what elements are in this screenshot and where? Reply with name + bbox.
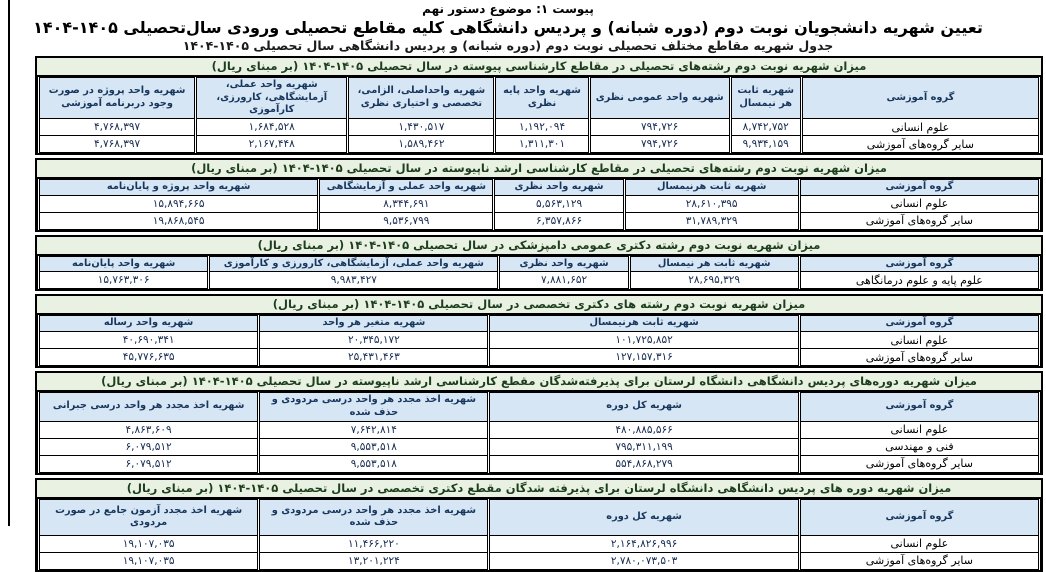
column-header-row	[39, 180, 1040, 196]
table-row	[39, 195, 1040, 212]
column-header: شهریه واحد عملی، آزمایشگاهی، کارورزی، کارآموزی	[196, 77, 348, 118]
tuition-value-cell: ۱۱,۴۶۶,۲۲۰	[259, 535, 489, 552]
column-header: شهریه کل دوره	[489, 499, 799, 535]
tuition-value-cell: ۶,۰۷۹,۵۱۲	[39, 455, 259, 472]
tuition-value-cell: ۱۵,۷۶۳,۳۰۶	[39, 272, 209, 289]
tuition-table-1	[35, 56, 1043, 155]
tuition-grid	[37, 392, 1041, 472]
tuition-value-cell: ۱۹,۸۶۸,۵۴۵	[39, 212, 319, 229]
tuition-value-cell: ۹,۵۵۳,۵۱۸	[259, 455, 489, 472]
tuition-value-cell: ۱,۴۳۰,۵۱۷	[348, 119, 495, 136]
column-header: شهریه واحد پایه نظری	[495, 77, 589, 118]
column-header: شهریه متغیر هر واحد	[259, 316, 489, 332]
table-row	[39, 535, 1040, 552]
column-header: شهریه واحد نظری	[494, 180, 624, 196]
tuition-value-cell: ۱,۶۸۴,۵۲۸	[196, 119, 348, 136]
tuition-value-cell: ۷۹۵,۳۱۱,۱۹۹	[489, 438, 799, 455]
column-header: گروه آموزشی	[799, 393, 1039, 421]
tuition-value-cell: ۴,۷۶۸,۳۹۷	[39, 136, 196, 153]
tuition-value-cell: ۱۹,۱۰۷,۰۳۵	[39, 535, 259, 552]
tuition-table-3	[35, 235, 1043, 292]
table-band-title: میزان شهریه نوبت دوم رشته‌های تحصیلی در مقاطع کارشناسی پیوسته در سال تحصیلی ۱۴۰۵-۱۴۰۴ (بر مبنای ریال)	[37, 58, 1041, 77]
tuition-value-cell: ۹,۹۳۴,۱۵۹	[730, 136, 801, 153]
column-header-row	[39, 256, 1040, 272]
tuition-value-cell: ۲۵,۴۳۱,۴۶۳	[259, 349, 489, 366]
column-header-row	[39, 499, 1040, 535]
column-header: شهریه واحد عملی و آزمایشگاهی	[319, 180, 494, 196]
tuition-value-cell: ۹,۵۳۶,۷۹۹	[319, 212, 494, 229]
tuition-value-cell: ۳۱,۷۸۹,۳۲۹	[624, 212, 799, 229]
group-name-cell: علوم انسانی	[799, 332, 1039, 349]
document-header	[0, 0, 1046, 56]
tuition-value-cell: ۵,۵۶۳,۱۲۹	[494, 195, 624, 212]
column-header: شهریه ثابت هر نیمسال	[730, 77, 801, 118]
group-name-cell: علوم انسانی	[799, 535, 1039, 552]
column-header: گروه آموزشی	[799, 180, 1039, 196]
tuition-value-cell: ۱۳,۲۰۱,۲۲۴	[259, 552, 489, 569]
tuition-value-cell: ۶,۳۵۷,۸۶۶	[494, 212, 624, 229]
doc-attachment-line: پیوست ۱: موضوع دستور نهم	[422, 2, 594, 16]
group-name-cell: سایر گروه‌های آموزشی	[799, 212, 1039, 229]
tuition-table-2	[35, 158, 1043, 232]
tuition-value-cell: ۵۵۴,۸۶۸,۲۷۹	[489, 455, 799, 472]
tuition-grid	[37, 179, 1041, 230]
column-header: شهریه ثابت هرنیمسال	[489, 316, 799, 332]
tuition-value-cell: ۲۸,۶۱۰,۳۹۵	[624, 195, 799, 212]
column-header: گروه آموزشی	[799, 256, 1039, 272]
tuition-value-cell: ۹,۵۵۳,۵۱۸	[259, 438, 489, 455]
column-header-row	[39, 316, 1040, 332]
group-name-cell: علوم انسانی	[799, 421, 1039, 438]
tuition-value-cell: ۸,۳۴۴,۶۹۱	[319, 195, 494, 212]
tuition-grid	[37, 256, 1041, 290]
table-row	[39, 332, 1040, 349]
column-header: شهریه واحد عملی، آزمایشگاهی، کارورزی و کارآموزی	[209, 256, 499, 272]
column-header: شهریه کل دوره	[489, 393, 799, 421]
tuition-value-cell: ۴,۷۶۸,۳۹۷	[39, 119, 196, 136]
tuition-value-cell: ۲۰,۳۴۵,۱۷۲	[259, 332, 489, 349]
tuition-value-cell: ۴,۸۶۳,۶۰۹	[39, 421, 259, 438]
tuition-value-cell: ۱,۵۸۹,۴۶۲	[348, 136, 495, 153]
column-header: شهریه واحد پایان‌نامه	[39, 256, 209, 272]
column-header: شهریه اخذ مجدد هر واحد درسی مردودی و حذف شده	[259, 499, 489, 535]
table-row	[39, 119, 1040, 136]
group-name-cell: سایر گروه‌های آموزشی	[799, 455, 1039, 472]
group-name-cell: علوم انسانی	[799, 195, 1039, 212]
group-name-cell: علوم پایه و علوم درمانگاهی	[799, 272, 1039, 289]
tuition-value-cell: ۱,۱۹۲,۰۹۴	[495, 119, 589, 136]
table-row	[39, 455, 1040, 472]
column-header: شهریه واحد نظری	[499, 256, 629, 272]
column-header: شهریه واحد پروژه و پایان‌نامه	[39, 180, 319, 196]
column-header: گروه آموزشی	[801, 77, 1039, 118]
tuition-value-cell: ۱۵,۸۹۴,۶۶۵	[39, 195, 319, 212]
column-header: گروه آموزشی	[799, 316, 1039, 332]
group-name-cell: فنی و مهندسی	[799, 438, 1039, 455]
column-header: شهریه واحد پروژه در صورت وجود دربرنامه آموزشی	[39, 77, 196, 118]
tuition-value-cell: ۲,۱۶۷,۴۴۸	[196, 136, 348, 153]
tuition-tables-container	[35, 56, 1043, 572]
tuition-value-cell: ۱۲۷,۱۵۷,۳۱۶	[489, 349, 799, 366]
column-header: شهریه ثابت هرنیمسال	[624, 180, 799, 196]
column-header: شهریه اخذ مجدد هر واحد درسی جبرانی	[39, 393, 259, 421]
column-header: شهریه اخذ مجدد آزمون جامع در صورت مردودی	[39, 499, 259, 535]
column-header: گروه آموزشی	[799, 499, 1039, 535]
group-name-cell: سایر گروه‌های آموزشی	[799, 552, 1039, 569]
doc-subtitle: جدول شهریه مقاطع مختلف تحصیلی نوبت دوم (دوره شبانه) و پردیس دانشگاهی سال تحصیلی ۱۴۰۵-۱۴۰۴	[182, 38, 834, 53]
table-band-title: میزان شهریه نوبت دوم رشته های دکتری تخصصی در سال تحصیلی ۱۴۰۵-۱۴۰۴ (بر مبنای ریال)	[37, 296, 1041, 315]
tuition-grid	[37, 499, 1041, 570]
tuition-grid	[37, 315, 1041, 366]
table-band-title: میزان شهریه دوره‌های پردیس دانشگاهی دانشگاه لرستان برای پذیرفته‌شدگان مقطع کارشناسی ارشد ناپیوسته در سال تحصیلی ۱۴۰۵-۱۴۰۴ (بر مبنای ریال)	[37, 373, 1041, 392]
tuition-value-cell: ۱,۳۱۱,۳۰۱	[495, 136, 589, 153]
column-header: شهریه واحد رساله	[39, 316, 259, 332]
tuition-value-cell: ۶,۰۷۹,۵۱۲	[39, 438, 259, 455]
tuition-value-cell: ۷,۶۴۲,۸۱۴	[259, 421, 489, 438]
tuition-value-cell: ۷,۸۸۱,۶۵۲	[499, 272, 629, 289]
tuition-value-cell: ۴۸۰,۸۸۵,۵۶۶	[489, 421, 799, 438]
tuition-value-cell: ۲,۷۸۰,۰۷۳,۵۰۳	[489, 552, 799, 569]
table-row	[39, 552, 1040, 569]
tuition-table-5	[35, 371, 1043, 474]
tuition-value-cell: ۱۹,۱۰۷,۰۳۵	[39, 552, 259, 569]
tuition-table-4	[35, 294, 1043, 368]
tuition-value-cell: ۴۰,۶۹۰,۳۴۱	[39, 332, 259, 349]
column-header: شهریه واحداصلی، الزامی، تخصصی و اختیاری نظری	[348, 77, 495, 118]
column-header: شهریه واحد عمومی نظری	[589, 77, 730, 118]
tuition-value-cell: ۲۸,۶۹۵,۳۲۹	[629, 272, 799, 289]
tuition-value-cell: ۹,۹۸۳,۴۲۷	[209, 272, 499, 289]
table-row	[39, 421, 1040, 438]
table-row	[39, 136, 1040, 153]
tuition-value-cell: ۱۰۱,۷۲۵,۸۵۲	[489, 332, 799, 349]
column-header: شهریه اخذ مجدد هر واحد درسی مردودی و حذف شده	[259, 393, 489, 421]
tuition-grid	[37, 77, 1041, 153]
group-name-cell: سایر گروه‌های آموزشی	[799, 349, 1039, 366]
table-band-title: میزان شهریه دوره های پردیس دانشگاهی دانشگاه لرستان برای پذیرفته شدگان مقطع دکتری تخصصی در سال تحصیلی ۱۴۰۵-۱۴۰۴ (بر مبنای ریال)	[37, 480, 1041, 499]
group-name-cell: علوم انسانی	[801, 119, 1039, 136]
table-row	[39, 438, 1040, 455]
column-header: شهریه ثابت هر نیمسال	[629, 256, 799, 272]
column-header-row	[39, 393, 1040, 421]
tuition-value-cell: ۲,۱۶۴,۸۲۶,۹۹۶	[489, 535, 799, 552]
tuition-table-6	[35, 478, 1043, 572]
table-row	[39, 272, 1040, 289]
column-header-row	[39, 77, 1040, 118]
table-row	[39, 349, 1040, 366]
tuition-value-cell: ۷۹۴,۷۲۶	[589, 119, 730, 136]
tuition-value-cell: ۴۵,۷۷۶,۶۳۵	[39, 349, 259, 366]
tuition-value-cell: ۷۹۴,۷۲۶	[589, 136, 730, 153]
scan-edge-line	[8, 0, 10, 526]
table-row	[39, 212, 1040, 229]
tuition-value-cell: ۸,۷۴۲,۷۵۲	[730, 119, 801, 136]
doc-title: تعیین شهریه دانشجویان نوبت دوم (دوره شبانه) و پردیس دانشگاهی کلیه مقاطع تحصیلی ورودی سال‌تحصیلی ۱۴۰۵-۱۴۰۴	[33, 18, 983, 37]
table-band-title: میزان شهریه نوبت دوم رشته دکتری عمومی دامپزشکی در سال تحصیلی ۱۴۰۵-۱۴۰۴ (بر مبنای ریال)	[37, 237, 1041, 256]
group-name-cell: سایر گروه‌های آموزشی	[801, 136, 1039, 153]
table-band-title: میزان شهریه نوبت دوم رشته‌های تحصیلی در مقاطع کارشناسی ارشد ناپیوسته در سال تحصیلی ۱۴۰۵-۱۴۰۴ (بر مبنای ریال)	[37, 160, 1041, 179]
